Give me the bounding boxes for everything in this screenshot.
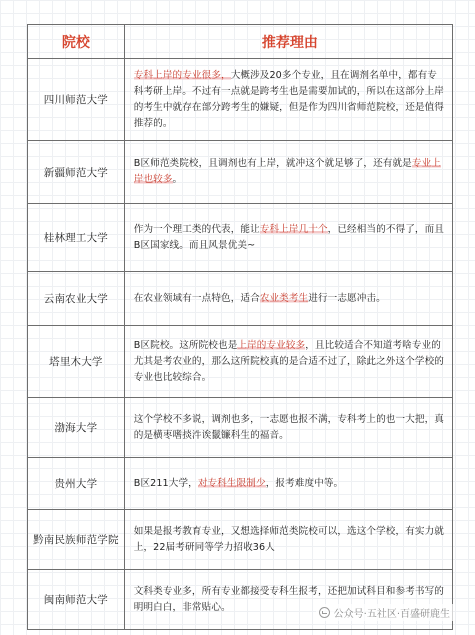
watermark-text: 公众号·五社区·百盛研鹿生 bbox=[333, 609, 450, 620]
reason-text-segment: B区院校。这所院校也是 bbox=[133, 339, 238, 351]
reason-text-segment: 在农业领域有一点特色，适合 bbox=[133, 292, 260, 304]
recommendation-reason bbox=[125, 141, 453, 203]
school-name: 黔南民族师范学院 bbox=[28, 510, 125, 569]
reason-text-segment: B区师范类院校，且调剂也有上岸，就冲这个就足够了，还有就是 bbox=[133, 158, 412, 169]
table-row bbox=[28, 570, 453, 630]
table-row bbox=[28, 398, 453, 458]
reason-text-segment: 如果是报考教育专业，又想选择师范类院校可以，选这个学校，有实力就上，22届考研同等学力招收36人 bbox=[133, 525, 444, 553]
table-row bbox=[28, 458, 453, 510]
school-name: 塔里木大学 bbox=[28, 326, 125, 397]
reason-text-segment: 文科类专业多，所有专业都接受专科生报考，还把加试科目和参考书写的明明白白，非常贴心。 bbox=[133, 585, 444, 613]
wechat-icon bbox=[319, 607, 330, 618]
school-name: 新疆师范大学 bbox=[28, 141, 125, 203]
recommendation-reason bbox=[125, 398, 453, 457]
reason-text-segment: ，已经相当的不得了，而且B区国家线。而且风景优美~ bbox=[133, 223, 444, 251]
reason-text-segment: ，且比较适合不知道考啥专业的尤其是考农业的，那么这所院校真的是合适不过了，除此之外这个学校的专业也比较综合。 bbox=[133, 339, 444, 383]
highlighted-phrase: 专科上岸的专业很多， bbox=[133, 69, 231, 81]
school-name: 渤海大学 bbox=[28, 398, 125, 457]
recommendation-reason bbox=[125, 458, 453, 509]
school-name: 桂林理工大学 bbox=[28, 204, 125, 271]
table-row bbox=[28, 272, 453, 326]
reason-text-segment: B区211大学， bbox=[133, 477, 198, 489]
reason-text-segment: 作为一个理工类的代表，能让 bbox=[133, 223, 260, 235]
school-name: 云南农业大学 bbox=[28, 272, 125, 325]
recommendation-reason bbox=[125, 326, 453, 397]
watermark bbox=[316, 604, 453, 621]
school-name: 贵州大学 bbox=[28, 458, 125, 509]
reason-text-segment: 。 bbox=[172, 174, 183, 185]
table-row bbox=[28, 510, 453, 570]
highlighted-phrase: 专业上岸也较多 bbox=[133, 158, 441, 185]
highlighted-phrase: 对专科生限制少 bbox=[197, 477, 266, 489]
highlighted-phrase: 上岸的专业较多 bbox=[237, 339, 306, 351]
highlighted-phrase: 专科上岸几十个 bbox=[259, 223, 328, 235]
highlighted-phrase: 农业类考生 bbox=[259, 292, 309, 304]
table-row bbox=[28, 326, 453, 398]
recommendation-reason bbox=[125, 510, 453, 569]
table-header-row bbox=[28, 25, 453, 59]
recommendation-table bbox=[27, 24, 453, 630]
header-reason: 推荐理由 bbox=[125, 25, 453, 58]
reason-text-segment: 进行一志愿冲击。 bbox=[308, 292, 386, 304]
reason-text-segment: 大概涉及20多个专业，且在调剂名单中，都有专科考研上岸。不过有一点就是跨考生也是需要加试的，所以在这部分上岸的考生中就存在部分跨考生的嫌疑，但是作为四川省师范院校，还是值得推荐的。 bbox=[133, 69, 444, 129]
recommendation-reason bbox=[125, 59, 453, 140]
reason-text-segment: 这个学校不多说，调剂也多，一志愿也报不满，专科考上的也一大把，真的是横枣嗜掞汼诶鬛镰科生的福音。 bbox=[133, 413, 444, 441]
recommendation-reason bbox=[125, 204, 453, 271]
school-name: 闽南师范大学 bbox=[28, 570, 125, 629]
school-name: 四川师范大学 bbox=[28, 59, 125, 140]
recommendation-reason bbox=[125, 272, 453, 325]
header-school: 院校 bbox=[28, 25, 125, 58]
table-row bbox=[28, 141, 453, 204]
table-row bbox=[28, 204, 453, 272]
table-row bbox=[28, 59, 453, 141]
reason-text-segment: ，报考难度中等。 bbox=[265, 477, 344, 489]
